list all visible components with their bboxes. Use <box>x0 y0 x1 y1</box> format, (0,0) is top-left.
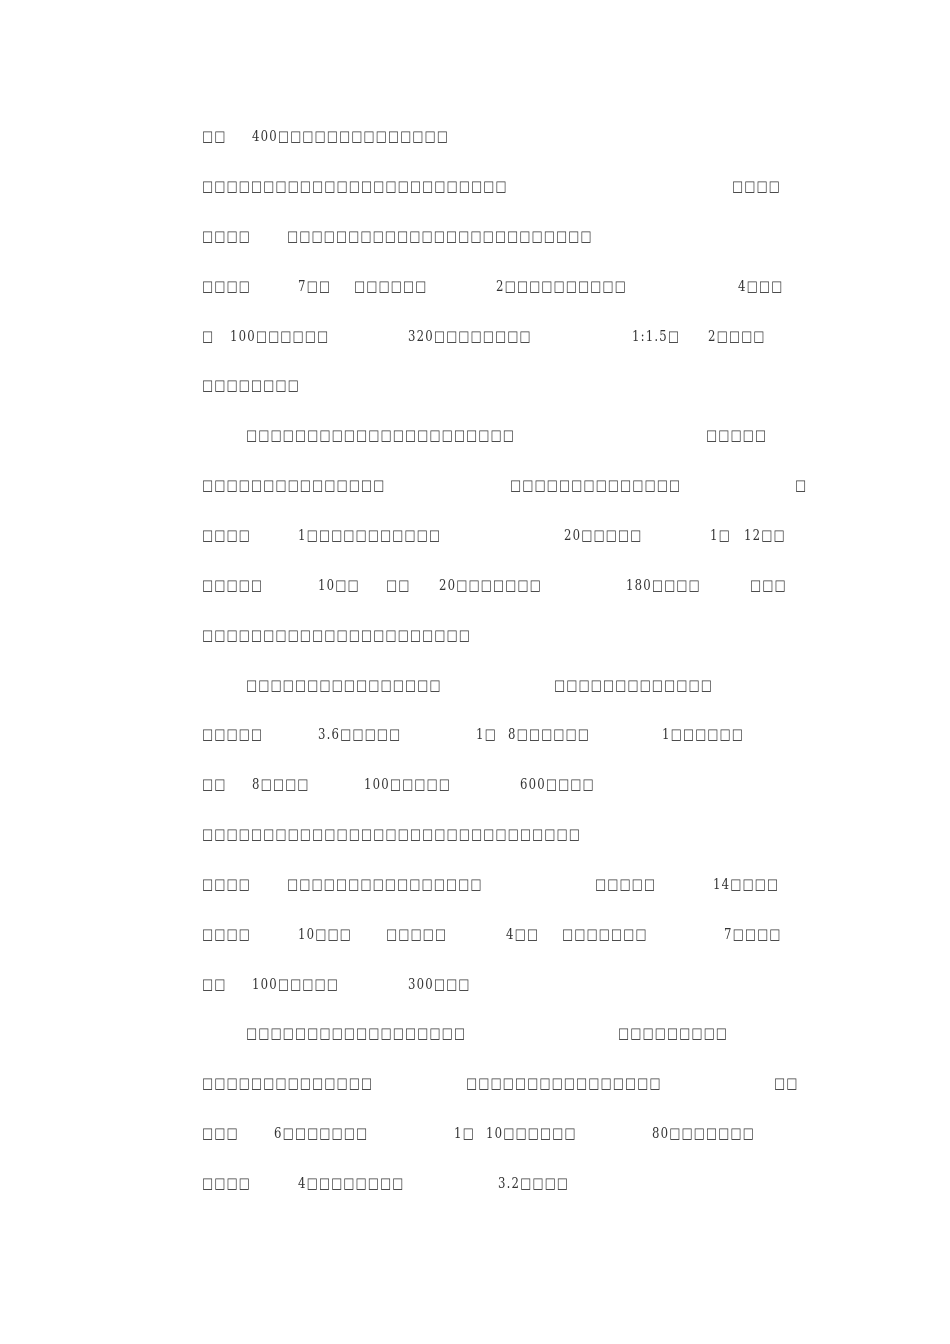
text-line <box>0 723 950 745</box>
text-segment: □□□ <box>750 576 787 594</box>
text-segment: 3.2□□□□ <box>498 1174 570 1192</box>
text-segment: 8□□□□ <box>252 775 310 793</box>
text-segment: □□□□□□□□□□□□□□□□□□ <box>246 1024 467 1042</box>
text-line <box>0 574 950 596</box>
text-segment: □□□□□□□□□□□□□□□□□□□□□□□□□ <box>202 177 508 195</box>
text-segment: □□□□□□□□□□□□□□□ <box>202 476 386 494</box>
text-segment: 1□ <box>476 725 497 743</box>
text-segment: □□□□□ <box>202 576 264 594</box>
text-segment: □□□□□ <box>706 426 768 444</box>
text-segment: □□□□□□□□□□□□□□□□ <box>287 875 483 893</box>
text-segment: 80□□□□□□□ <box>652 1124 755 1142</box>
text-segment: 1□□□□□□ <box>662 725 744 743</box>
text-line <box>0 424 950 446</box>
text-segment: □□□□□□□ <box>562 925 648 943</box>
text-line <box>0 1172 950 1194</box>
text-segment: □□ <box>774 1074 799 1092</box>
text-segment: 6□□□□□□□ <box>274 1124 369 1142</box>
text-line <box>0 374 950 396</box>
text-line <box>0 325 950 347</box>
text-segment: 10□□ <box>318 576 360 594</box>
text-segment: 8□□□□□□ <box>508 725 590 743</box>
text-line <box>0 674 950 696</box>
text-segment: 1□□□□□□□□□□□ <box>298 526 442 544</box>
text-segment: 20□□□□□□□ <box>439 576 542 594</box>
text-line <box>0 125 950 147</box>
text-segment: 12□□ <box>744 526 786 544</box>
text-line <box>0 624 950 646</box>
text-segment: □□ <box>202 975 227 993</box>
text-segment: □ <box>795 476 808 494</box>
text-line <box>0 873 950 895</box>
text-segment: 7□□□□ <box>724 925 782 943</box>
text-segment: 10□□□□□□ <box>486 1124 577 1142</box>
text-line <box>0 923 950 945</box>
text-segment: □□□□□□□□□□□□□□□□ <box>466 1074 662 1092</box>
text-segment: □□□□ <box>202 277 251 295</box>
text-segment: 600□□□□ <box>520 775 595 793</box>
text-segment: □□□□□□□□□□□□□□□□□□□□□□□□□ <box>287 227 593 245</box>
text-line <box>0 474 950 496</box>
text-segment: □□□□□□□□□ <box>618 1024 729 1042</box>
text-segment: 4□□□□□□□□ <box>298 1174 405 1192</box>
text-segment: □□□□ <box>202 526 251 544</box>
text-segment: 180□□□□ <box>626 576 701 594</box>
text-segment: 2□□□□ <box>708 327 766 345</box>
text-segment: □□□□□□□□□□□□□□□□□□□□□□□□□□□□□□□ <box>202 825 581 843</box>
text-segment: □□□□□ <box>386 925 448 943</box>
text-segment: □□□□□ <box>202 725 264 743</box>
text-line <box>0 524 950 546</box>
text-segment: □□ <box>386 576 411 594</box>
text-segment: □□ <box>202 775 227 793</box>
text-segment: 20□□□□□ <box>564 526 643 544</box>
text-segment: □□ <box>202 127 227 145</box>
text-segment: 1□ <box>710 526 731 544</box>
text-segment: 10□□□ <box>298 925 352 943</box>
text-segment: 3.6□□□□□ <box>318 725 402 743</box>
text-line <box>0 225 950 247</box>
text-line <box>0 973 950 995</box>
text-line <box>0 773 950 795</box>
text-segment: 1:1.5□ <box>632 327 681 345</box>
text-segment: □□□□ <box>732 177 781 195</box>
text-line <box>0 275 950 297</box>
text-line <box>0 175 950 197</box>
text-segment: 2□□□□□□□□□□ <box>496 277 627 295</box>
text-segment: 100□□□□□ <box>364 775 451 793</box>
text-segment: □□□ <box>202 1124 239 1142</box>
text-segment: 400□□□□□□□□□□□□□□ <box>252 127 449 145</box>
text-segment: 4□□□ <box>738 277 784 295</box>
text-line <box>0 823 950 845</box>
text-line <box>0 1122 950 1144</box>
text-segment: □□□□□□□□□□□□□□□□ <box>246 676 442 694</box>
text-segment: □□□□□□ <box>354 277 428 295</box>
text-segment: □□□□□□□□□□□□□□□□□□□□□□ <box>246 426 515 444</box>
text-segment: □□□□ <box>202 227 251 245</box>
text-segment: 4□□ <box>506 925 540 943</box>
text-segment: □□□□□□□□ <box>202 376 300 394</box>
text-segment: □□□□□□□□□□□□□ <box>554 676 713 694</box>
text-segment: □□□□ <box>202 1174 251 1192</box>
text-line <box>0 1072 950 1094</box>
text-segment: □□□□□□□□□□□□□□□□□□□□□□ <box>202 626 471 644</box>
text-segment: □□□□ <box>202 875 251 893</box>
text-segment: 7□□ <box>298 277 332 295</box>
text-segment: 14□□□□ <box>713 875 780 893</box>
text-segment: □ <box>202 327 215 345</box>
text-segment: □□□□□□□□□□□□□□ <box>510 476 682 494</box>
text-segment: □□□□□□□□□□□□□□ <box>202 1074 374 1092</box>
text-segment: □□□□ <box>202 925 251 943</box>
text-segment: 320□□□□□□□□ <box>408 327 532 345</box>
text-segment: 100□□□□□ <box>252 975 339 993</box>
text-segment: □□□□□ <box>595 875 657 893</box>
text-line <box>0 1022 950 1044</box>
text-segment: 300□□□ <box>408 975 471 993</box>
text-segment: 1□ <box>454 1124 475 1142</box>
text-segment: 100□□□□□□ <box>230 327 330 345</box>
